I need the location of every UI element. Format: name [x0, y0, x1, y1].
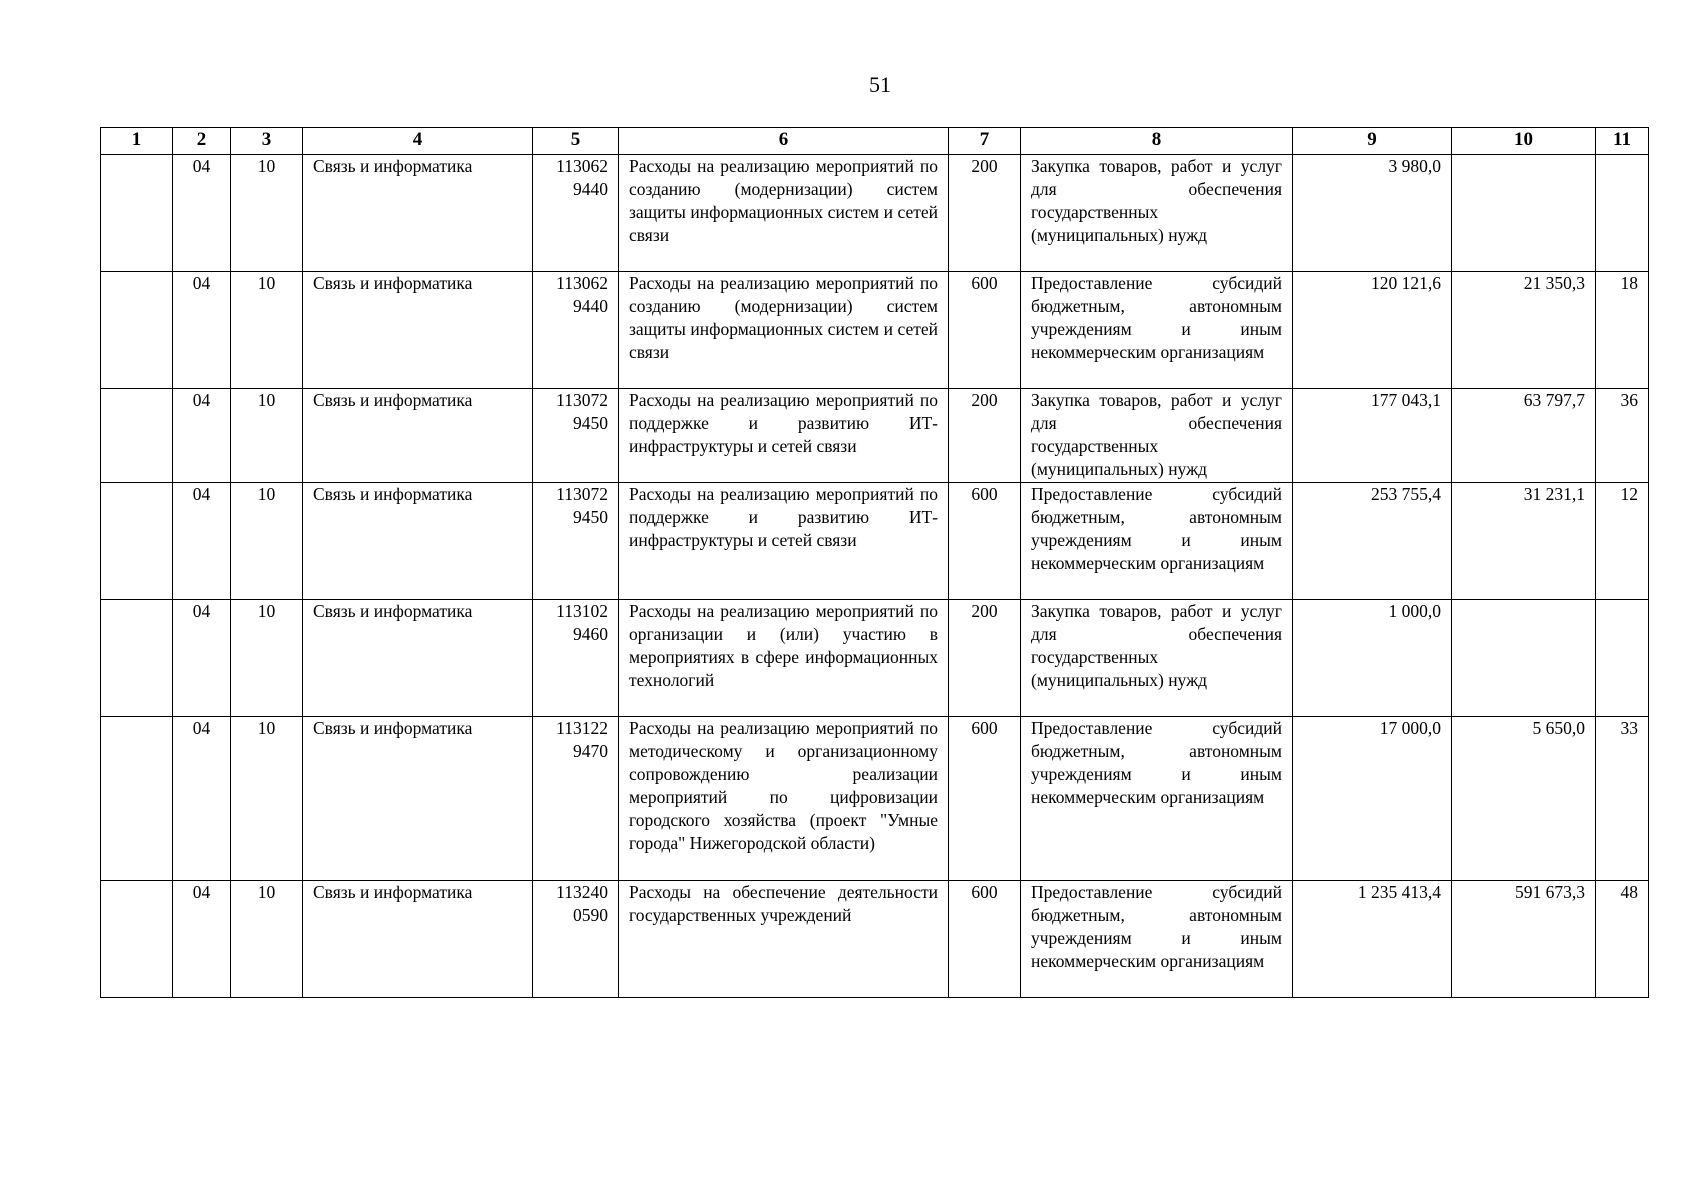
cell-amount: 253 755,4 — [1293, 483, 1452, 600]
cell-executed — [1452, 600, 1596, 717]
cell-executed: 5 650,0 — [1452, 717, 1596, 881]
cell-target-code — [533, 600, 619, 717]
table-row — [101, 155, 1649, 272]
cell-executed: 591 673,3 — [1452, 881, 1596, 998]
column-header: 1 — [101, 128, 173, 155]
cell-subsection: 10 — [231, 717, 303, 881]
table-row — [101, 881, 1649, 998]
code-part-1: 113072 — [556, 390, 608, 410]
cell-target-code — [533, 483, 619, 600]
cell-target-code — [533, 389, 619, 483]
code-part-2: 9440 — [573, 179, 608, 199]
column-header: 4 — [303, 128, 533, 155]
cell-subsection: 10 — [231, 272, 303, 389]
code-part-2: 9450 — [573, 507, 608, 527]
column-header: 9 — [1293, 128, 1452, 155]
cell-percent: 18 — [1596, 272, 1649, 389]
code-part-1: 113240 — [556, 882, 608, 902]
cell-name: Связь и информатика — [303, 272, 533, 389]
cell-expense-type: 200 — [949, 389, 1021, 483]
cell-section: 04 — [173, 717, 231, 881]
table-row — [101, 600, 1649, 717]
cell-col1 — [101, 881, 173, 998]
cell-section: 04 — [173, 272, 231, 389]
code-part-1: 113062 — [556, 156, 608, 176]
cell-percent: 12 — [1596, 483, 1649, 600]
cell-percent: 36 — [1596, 389, 1649, 483]
cell-target-code — [533, 155, 619, 272]
code-part-1: 113062 — [556, 273, 608, 293]
cell-section: 04 — [173, 881, 231, 998]
cell-description: Расходы на реализацию мероприятий по поддержке и развитию ИТ-инфраструктуры и сетей связи — [619, 389, 949, 483]
cell-description: Расходы на реализацию мероприятий по созданию (модернизации) систем защиты информационных систем и сетей связи — [619, 272, 949, 389]
cell-amount: 1 235 413,4 — [1293, 881, 1452, 998]
cell-name: Связь и информатика — [303, 600, 533, 717]
page-number: 51 — [869, 72, 891, 97]
cell-expense-name: Закупка товаров, работ и услуг для обеспечения государственных (муниципальных) нужд — [1021, 155, 1293, 272]
cell-description: Расходы на реализацию мероприятий по организации и (или) участию в мероприятиях в сфере информационных технологий — [619, 600, 949, 717]
cell-section: 04 — [173, 600, 231, 717]
cell-col1 — [101, 155, 173, 272]
cell-amount: 120 121,6 — [1293, 272, 1452, 389]
cell-expense-type: 600 — [949, 483, 1021, 600]
cell-subsection: 10 — [231, 155, 303, 272]
cell-amount: 17 000,0 — [1293, 717, 1452, 881]
cell-amount: 1 000,0 — [1293, 600, 1452, 717]
column-header: 6 — [619, 128, 949, 155]
cell-subsection: 10 — [231, 389, 303, 483]
table-row — [101, 717, 1649, 881]
cell-percent: 33 — [1596, 717, 1649, 881]
cell-expense-name: Предоставление субсидий бюджетным, автономным учреждениям и иным некоммерческим организациям — [1021, 483, 1293, 600]
column-header: 10 — [1452, 128, 1596, 155]
cell-name: Связь и информатика — [303, 389, 533, 483]
cell-col1 — [101, 483, 173, 600]
cell-col1 — [101, 389, 173, 483]
cell-target-code — [533, 717, 619, 881]
code-part-1: 113102 — [556, 601, 608, 621]
cell-target-code — [533, 272, 619, 389]
cell-subsection: 10 — [231, 483, 303, 600]
cell-section: 04 — [173, 483, 231, 600]
cell-percent: 48 — [1596, 881, 1649, 998]
cell-expense-type: 600 — [949, 272, 1021, 389]
cell-subsection: 10 — [231, 600, 303, 717]
cell-executed: 63 797,7 — [1452, 389, 1596, 483]
cell-executed: 21 350,3 — [1452, 272, 1596, 389]
column-header: 8 — [1021, 128, 1293, 155]
cell-executed — [1452, 155, 1596, 272]
cell-col1 — [101, 272, 173, 389]
code-part-2: 9460 — [573, 624, 608, 644]
cell-subsection: 10 — [231, 881, 303, 998]
cell-section: 04 — [173, 155, 231, 272]
cell-name: Связь и информатика — [303, 717, 533, 881]
cell-description: Расходы на реализацию мероприятий по поддержке и развитию ИТ-инфраструктуры и сетей связи — [619, 483, 949, 600]
column-header: 2 — [173, 128, 231, 155]
cell-expense-name: Предоставление субсидий бюджетным, автономным учреждениям и иным некоммерческим организациям — [1021, 717, 1293, 881]
header-row — [101, 128, 1649, 155]
code-part-2: 9450 — [573, 413, 608, 433]
column-header: 7 — [949, 128, 1021, 155]
cell-name: Связь и информатика — [303, 155, 533, 272]
cell-expense-name: Предоставление субсидий бюджетным, автономным учреждениям и иным некоммерческим организациям — [1021, 881, 1293, 998]
cell-description: Расходы на реализацию мероприятий по созданию (модернизации) систем защиты информационных систем и сетей связи — [619, 155, 949, 272]
cell-name: Связь и информатика — [303, 483, 533, 600]
cell-expense-type: 200 — [949, 600, 1021, 717]
code-part-2: 9470 — [573, 741, 608, 761]
cell-amount: 177 043,1 — [1293, 389, 1452, 483]
cell-target-code — [533, 881, 619, 998]
cell-executed: 31 231,1 — [1452, 483, 1596, 600]
column-header: 11 — [1596, 128, 1649, 155]
budget-table — [100, 127, 1649, 998]
cell-percent — [1596, 600, 1649, 717]
cell-percent — [1596, 155, 1649, 272]
code-part-1: 113072 — [556, 484, 608, 504]
table-row — [101, 389, 1649, 483]
code-part-2: 9440 — [573, 296, 608, 316]
cell-description: Расходы на обеспечение деятельности государственных учреждений — [619, 881, 949, 998]
code-part-2: 0590 — [573, 905, 608, 925]
table-row — [101, 483, 1649, 600]
code-part-1: 113122 — [556, 718, 608, 738]
cell-section: 04 — [173, 389, 231, 483]
cell-expense-name: Закупка товаров, работ и услуг для обеспечения государственных (муниципальных) нужд — [1021, 600, 1293, 717]
table-row — [101, 272, 1649, 389]
cell-col1 — [101, 600, 173, 717]
cell-expense-type: 200 — [949, 155, 1021, 272]
cell-expense-name: Предоставление субсидий бюджетным, автономным учреждениям и иным некоммерческим организациям — [1021, 272, 1293, 389]
cell-name: Связь и информатика — [303, 881, 533, 998]
cell-col1 — [101, 717, 173, 881]
cell-expense-type: 600 — [949, 881, 1021, 998]
cell-expense-name: Закупка товаров, работ и услуг для обеспечения государственных (муниципальных) нужд — [1021, 389, 1293, 483]
cell-expense-type: 600 — [949, 717, 1021, 881]
column-header: 5 — [533, 128, 619, 155]
column-header: 3 — [231, 128, 303, 155]
cell-amount: 3 980,0 — [1293, 155, 1452, 272]
cell-description: Расходы на реализацию мероприятий по методическому и организационному сопровождению реализации мероприятий по цифровизации городского хозяйства (проект "Умные города" Нижегородской области) — [619, 717, 949, 881]
